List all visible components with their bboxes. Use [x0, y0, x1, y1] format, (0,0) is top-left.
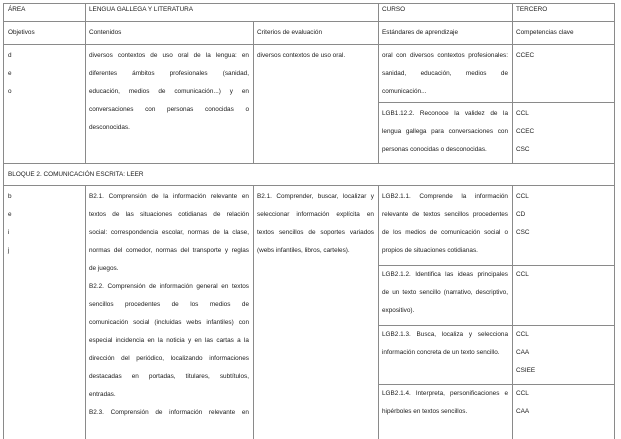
competence-code: CCEC	[516, 128, 535, 135]
objective-code: e	[8, 211, 12, 218]
standard-line: LGB2.1.4. Interpreta, personificaciones e	[382, 390, 508, 397]
competence-code: CCL	[516, 331, 529, 338]
content-line: desconocidas.	[89, 124, 130, 131]
standard-line: oral con diversos contextos profesionales:	[382, 52, 508, 59]
competence-code: CAA	[516, 349, 530, 356]
content-line: diferentes ámbitos profesionales (sanidad,	[89, 70, 249, 77]
block-divider	[3, 163, 615, 164]
content-line: normas del comedor, normas del transporte y reglas	[89, 247, 249, 254]
content-line: social: correspondencia escolar, normas de la clase,	[89, 229, 249, 236]
area-label: ÁREA	[8, 6, 26, 13]
course-label: CURSO	[382, 6, 406, 13]
column-header-standards: Estándares de aprendizaje	[382, 29, 459, 36]
content-line: comunicación social (incluidas webs infantiles) con	[89, 319, 249, 326]
content-line: entradas.	[89, 391, 116, 398]
column-header-objectives: Objetivos	[8, 29, 35, 36]
standard-line: LGB1.12.2. Reconoce la validez de la	[382, 110, 508, 117]
standard-line: de los medios de comunicación social o	[382, 229, 508, 236]
competence-code: CAA	[516, 408, 530, 415]
column-divider	[253, 21, 254, 163]
content-line: B2.2. Comprensión de información general en textos	[89, 283, 249, 290]
standard-divider	[378, 102, 615, 103]
criteria-line: diversos contextos de uso oral.	[257, 52, 346, 59]
standard-line: hipérboles en textos sencillos.	[382, 408, 468, 415]
standard-line: LGB2.1.2. Identifica las ideas principales	[382, 271, 508, 278]
column-divider	[512, 3, 513, 163]
header-divider	[3, 21, 615, 22]
content-line: dirección del periódico, localizando informaciones	[89, 355, 249, 362]
competence-code: CCL	[516, 193, 529, 200]
content-line: diversos contextos de uso oral de la lengua: en	[89, 52, 249, 59]
competence-code: CCL	[516, 390, 529, 397]
block-title: BLOQUE 2. COMUNICACIÓN ESCRITA: LEER	[8, 171, 144, 178]
column-divider	[85, 185, 86, 439]
objective-code: e	[8, 70, 12, 77]
standard-line: sanidad, educación, medios de	[382, 70, 508, 77]
competence-code: CCL	[516, 110, 529, 117]
standard-line: información concreta de un texto sencillo.	[382, 349, 500, 356]
standard-line: relevante de textos sencillos procedentes	[382, 211, 508, 218]
column-divider	[512, 185, 513, 439]
column-divider	[85, 3, 86, 163]
standard-line: expositivo).	[382, 307, 415, 314]
standard-line: propios de situaciones cotidianas.	[382, 247, 478, 254]
column-divider	[378, 3, 379, 163]
content-line: educación, medios de comunicación...) y en	[89, 88, 249, 95]
criteria-line: B2.1. Comprender, buscar, localizar y	[257, 193, 374, 200]
subject-title: LENGUA GALLEGA Y LITERATURA	[89, 6, 194, 13]
content-line: B2.3. Comprensión de información relevante en	[89, 409, 249, 416]
competence-code: CSC	[516, 146, 530, 153]
competence-code: CCL	[516, 271, 529, 278]
objective-code: i	[8, 229, 10, 236]
standard-divider	[378, 384, 615, 385]
criteria-line: textos sencillos de soportes variados	[257, 229, 374, 236]
content-line: especial incidencia en la noticia y en las cartas a la	[89, 337, 249, 344]
column-header-criteria: Criterios de evaluación	[257, 29, 323, 36]
course-value: TERCERO	[516, 6, 548, 13]
content-line: destacadas en portadas, titulares, subtítulos,	[89, 373, 249, 380]
objective-code: b	[8, 193, 12, 200]
standard-line: LGB2.1.1. Comprende la información	[382, 193, 508, 200]
standard-line: lengua gallega para conversaciones con	[382, 128, 508, 135]
competence-code: CCEC	[516, 52, 535, 59]
standard-line: de un texto sencillo (narrativo, descriptivo,	[382, 289, 508, 296]
column-header-competences: Competencias clave	[516, 29, 574, 36]
competence-code: CD	[516, 211, 526, 218]
column-divider	[378, 185, 379, 439]
table-border-left	[3, 3, 4, 439]
content-line: conversaciones con personas conocidas o	[89, 106, 249, 113]
criteria-line: seleccionar información explícita en	[257, 211, 374, 218]
content-line: textos de las situaciones cotidianas de relación	[89, 211, 249, 218]
standard-line: LGB2.1.3. Busca, localiza y selecciona	[382, 331, 508, 338]
content-line: de juegos.	[89, 265, 119, 272]
objective-code: d	[8, 52, 12, 59]
content-line: B2.1. Comprensión de la información relevante en	[89, 193, 249, 200]
column-header-divider	[3, 44, 615, 45]
objective-code: o	[8, 88, 12, 95]
table-border-top	[3, 3, 615, 4]
column-header-contents: Contenidos	[89, 29, 122, 36]
column-divider	[253, 185, 254, 439]
standard-line: comunicación...	[382, 88, 427, 95]
standard-divider	[378, 325, 615, 326]
content-line: sencillos procedentes de los medios de	[89, 301, 249, 308]
criteria-line: (webs infantiles, libros, carteles).	[257, 247, 350, 254]
standard-divider	[378, 265, 615, 266]
block-title-divider	[3, 185, 615, 186]
objective-code: j	[8, 247, 10, 254]
competence-code: CSIEE	[516, 367, 536, 374]
competence-code: CSC	[516, 229, 530, 236]
table-border-right	[614, 3, 615, 439]
standard-line: personas conocidas o desconocidas.	[382, 146, 487, 153]
